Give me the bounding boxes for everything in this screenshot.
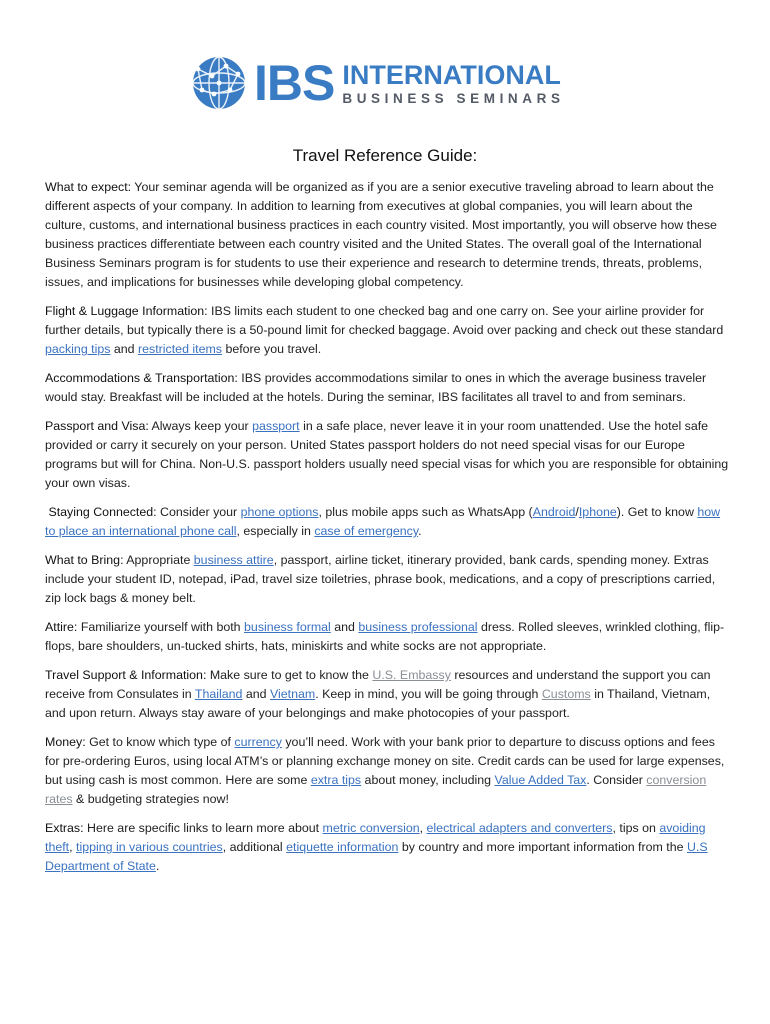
section-what-to-bring <box>45 551 730 608</box>
section-text: , <box>69 840 77 854</box>
link-extra-tips[interactable]: extra tips <box>310 773 362 787</box>
section-text: in Thailand, Vietnam, and upon return. Always stay aware of your belongings and make photocopies of your passport. <box>45 687 711 720</box>
link-metric-conversion[interactable]: metric conversion <box>322 821 420 835</box>
section-label: Accommodations & Transportation: <box>45 371 238 385</box>
link-value-added-tax[interactable]: Value Added Tax <box>494 773 587 787</box>
link-us-embassy[interactable]: U.S. Embassy <box>372 668 451 682</box>
page-title: Travel Reference Guide: <box>292 146 478 165</box>
section-label: Extras: <box>45 821 84 835</box>
section-text: and <box>330 620 359 634</box>
link-electrical-adapters[interactable]: electrical adapters and converters <box>426 821 613 835</box>
section-text: , especially in <box>236 524 315 538</box>
section-label: Travel Support & Information: <box>45 668 207 682</box>
section-text: Always keep your <box>148 419 253 433</box>
section-text: , additional <box>222 840 287 854</box>
section-label: Attire: <box>45 620 78 634</box>
section-text: , plus mobile apps such as WhatsApp ( <box>318 505 533 519</box>
section-text: IBS provides accommodations similar to ones in which the average business traveler would stay. Breakfast will be included at the hotels. During the seminar, IBS facilitates all travel to and from seminars. <box>45 371 707 404</box>
section-what-to-expect <box>45 178 730 292</box>
link-business-formal[interactable]: business formal <box>244 620 331 634</box>
section-text: you’ll need. Work with your bank prior to departure to discuss options and fees for pre-ordering Euros, using local ATM’s or planning exchange money on site. Credit cards can be used for large expenses, but using cash is most common. Here are some <box>45 735 725 787</box>
section-text: IBS limits each student to one checked bag and one carry on. See your airline provider for further details, but typically there is a 50-pound limit for checked baggage. Avoid over packing and check out these standard <box>45 304 724 337</box>
link-international-phone-call[interactable]: how to place an international phone call <box>45 505 721 538</box>
section-label: What to expect: <box>45 180 132 194</box>
section-text: & budgeting strategies now! <box>72 792 229 806</box>
link-case-of-emergency[interactable]: case of emergency <box>314 524 419 538</box>
ibs-logo <box>190 54 585 112</box>
section-label: Passport and Visa: <box>45 419 149 433</box>
section-label: Flight & Luggage Information: <box>45 304 208 318</box>
guide-content <box>45 178 730 886</box>
link-iphone[interactable]: Iphone <box>578 505 617 519</box>
section-travel-support <box>45 666 730 723</box>
link-thailand[interactable]: Thailand <box>194 687 243 701</box>
section-text: , <box>419 821 427 835</box>
section-text: dress. Rolled sleeves, wrinkled clothing, flip-flops, bare shoulders, un-tucked shirts, hats, miniskirts and white socks are not appropriate. <box>45 620 725 653</box>
section-label: Staying Connected: <box>48 505 157 519</box>
section-text: and <box>110 342 138 356</box>
globe-network-icon <box>190 54 248 112</box>
section-text: in a safe place, never leave it in your room unattended. Use the hotel safe provided or carry it securely on your person. United States passport holders do not need special visas for our Europe programs but will for China. Non-U.S. passport holders usually need special visas for which you are responsible for obtaining your own visas. <box>45 419 729 490</box>
section-text: Your seminar agenda will be organized as if you are a senior executive traveling abroad to learn about the different aspects of your company. In addition to learning from executives at global companies, you will learn about the culture, customs, and international business practices in each country visited. Most importantly, you will observe how these business practices differentiate between each country visited and the United States. The overall goal of the International Business Seminars program is for students to use their experience and research to determine trends, threats, problems, issues, and implications for businesses while developing global competency. <box>45 180 717 289</box>
section-text: Familiarize yourself with both <box>77 620 245 634</box>
section-text: / <box>575 505 579 519</box>
brand-international: INTERNATIONAL <box>342 60 561 90</box>
section-text: resources and understand the support you can receive from Consulates in <box>45 668 711 701</box>
section-label: Money: <box>45 735 86 749</box>
section-text: . <box>155 859 160 873</box>
section-text: . <box>418 524 422 538</box>
section-text: . Keep in mind, you will be going through <box>315 687 542 701</box>
section-text: . Consider <box>586 773 647 787</box>
section-text: , passport, airline ticket, itinerary provided, bank cards, spending money. Extras include your student ID, notepad, iPad, travel size toiletries, phrase book, medications, and a copy of prescriptions carried, zip lock bags & money belt. <box>45 553 716 605</box>
link-avoiding-theft[interactable]: avoiding theft <box>45 821 706 854</box>
link-passport[interactable]: passport <box>252 419 300 433</box>
link-customs[interactable]: Customs <box>541 687 591 701</box>
brand-text <box>342 61 564 107</box>
section-extras <box>45 819 730 876</box>
section-text: Get to know which type of <box>85 735 235 749</box>
link-us-department-of-state[interactable]: U.S Department of State <box>45 840 708 873</box>
link-business-attire[interactable]: business attire <box>193 553 274 567</box>
section-text: , tips on <box>612 821 660 835</box>
section-text: Appropriate <box>123 553 194 567</box>
section-label: What to Bring: <box>45 553 124 567</box>
link-tipping[interactable]: tipping in various countries <box>76 840 223 854</box>
section-text: before you travel. <box>222 342 322 356</box>
section-text: ). Get to know <box>616 505 698 519</box>
brand-business-seminars: BUSINESS SEMINARS <box>342 91 565 106</box>
link-phone-options[interactable]: phone options <box>240 505 319 519</box>
section-flight-luggage <box>45 302 730 359</box>
link-conversion-rates[interactable]: conversion rates <box>45 773 707 806</box>
section-text: by country and more important information from the <box>398 840 687 854</box>
link-restricted-items[interactable]: restricted items <box>138 342 222 356</box>
link-business-professional[interactable]: business professional <box>358 620 478 634</box>
section-attire <box>45 618 730 656</box>
section-text: Consider your <box>156 505 241 519</box>
section-text: and <box>242 687 270 701</box>
link-packing-tips[interactable]: packing tips <box>45 342 111 356</box>
link-etiquette-information[interactable]: etiquette information <box>286 840 399 854</box>
section-text: Here are specific links to learn more about <box>83 821 323 835</box>
section-text: Make sure to get to know the <box>206 668 373 682</box>
link-currency[interactable]: currency <box>234 735 282 749</box>
link-vietnam[interactable]: Vietnam <box>270 687 316 701</box>
section-passport-visa <box>45 417 730 493</box>
section-text: about money, including <box>361 773 495 787</box>
section-staying-connected <box>45 503 730 541</box>
section-accommodations <box>45 369 730 407</box>
link-android[interactable]: Android <box>532 505 576 519</box>
brand-ibs: IBS <box>254 55 335 111</box>
section-money <box>45 733 730 809</box>
